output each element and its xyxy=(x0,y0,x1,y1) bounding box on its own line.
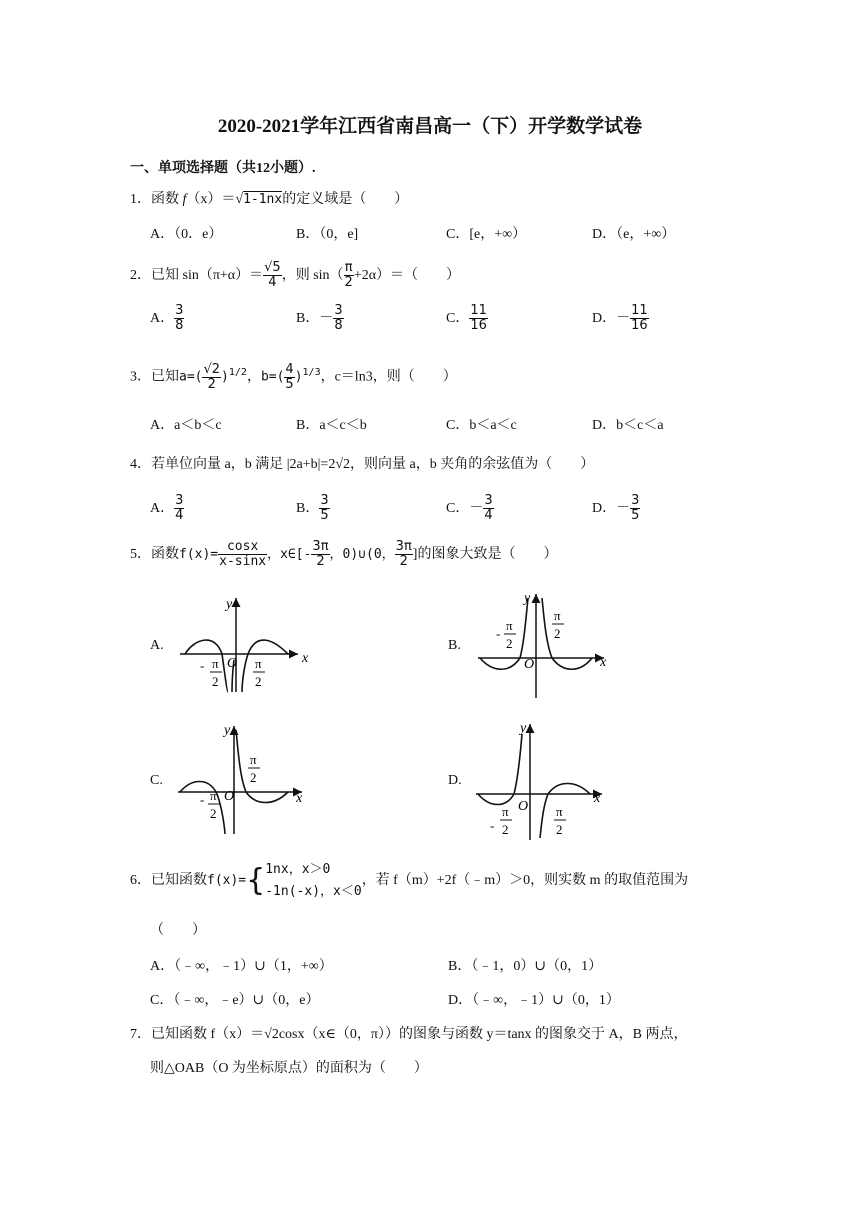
q1-option-b[interactable]: B．（0，e] xyxy=(296,227,359,242)
two-label: 2 xyxy=(210,806,217,821)
q3-b-exponent: 1/3 xyxy=(302,367,321,378)
denominator: 5 xyxy=(320,508,329,524)
question-6 xyxy=(130,858,688,904)
q5-stem: 函数 xyxy=(151,547,179,562)
question-1: 1．函数 f（x）＝√1-1nx的定义域是（ ） xyxy=(130,192,409,207)
denominator: 2 xyxy=(344,275,353,291)
x-label: x xyxy=(302,651,309,666)
q3-a-frac xyxy=(202,363,221,392)
q6-option-c[interactable]: C．（﹣∞，﹣e）∪（0，e） xyxy=(150,993,320,1008)
pi-label: π xyxy=(210,788,217,803)
q5-domain-frac-2 xyxy=(395,540,413,569)
numerator: 3 xyxy=(334,303,343,319)
brace-icon: { xyxy=(246,862,266,898)
option-frac xyxy=(469,304,488,333)
q1-option-c[interactable]: C．[e，+∞） xyxy=(446,227,527,242)
q5-frac xyxy=(218,540,267,569)
option-label: D．－ xyxy=(592,501,631,516)
option-label: C．－ xyxy=(446,501,484,516)
q2-stem-mid: ，则 sin（ xyxy=(281,268,344,283)
q5-number: 5． xyxy=(130,547,151,562)
option-frac xyxy=(174,304,184,333)
section-heading: 一、单项选择题（共12小题）. xyxy=(130,161,316,176)
q6-option-d[interactable]: D．（﹣∞，﹣1）∪（0，1） xyxy=(448,993,620,1008)
question-5 xyxy=(130,535,557,575)
q1-stem-end: 的定义域是（ ） xyxy=(282,192,409,207)
origin-label: O xyxy=(524,657,535,672)
q3-a-exponent: 1/2 xyxy=(228,367,247,378)
two-label: 2 xyxy=(255,674,262,689)
denominator: 4 xyxy=(175,508,184,524)
denominator: 8 xyxy=(334,318,343,334)
graph-a[interactable] xyxy=(170,588,320,694)
graph-c[interactable] xyxy=(170,720,320,836)
q5-option-a[interactable]: A. xyxy=(150,638,164,653)
denominator: 5 xyxy=(631,508,640,524)
q3-option-d[interactable]: D．b＜c＜a xyxy=(592,418,664,433)
numerator: 3 xyxy=(631,493,640,509)
q1-option-d[interactable]: D．（e，+∞） xyxy=(592,227,676,242)
origin-label: O xyxy=(224,789,235,804)
numerator: 3 xyxy=(175,303,184,319)
neg-sign: - xyxy=(490,818,495,833)
denominator: 4 xyxy=(484,508,493,524)
option-frac xyxy=(319,494,329,523)
denominator: 2 xyxy=(399,554,408,570)
q5-stem-end: ]的图象大致是（ ） xyxy=(412,547,558,562)
q2-number: 2． xyxy=(130,268,151,283)
two-label: 2 xyxy=(250,770,257,785)
q5-option-b[interactable]: B. xyxy=(448,638,461,653)
denominator: 8 xyxy=(175,318,184,334)
q1-option-a[interactable]: A．（0．e） xyxy=(150,227,223,242)
graph-b[interactable] xyxy=(468,588,618,700)
numerator: 4 xyxy=(285,361,294,377)
numerator: 3 xyxy=(175,493,184,509)
q2-frac-2 xyxy=(344,261,354,290)
q5-domain-frac-1 xyxy=(311,540,329,569)
q2-stem-end: +2α）＝（ ） xyxy=(353,268,461,283)
q4-stem: 若单位向量 a，b 满足 |2a+b|=2√2，则向量 a，b 夹角的余弦值为（ ） xyxy=(151,457,595,472)
two-label: 2 xyxy=(506,636,513,651)
q3-stem: 已知 xyxy=(151,369,179,385)
q6-stem: 已知函数 xyxy=(151,873,207,888)
q2-option-c[interactable] xyxy=(446,301,488,337)
option-label: B． xyxy=(296,501,320,516)
x-label: x xyxy=(296,791,303,806)
page-title: 2020-2021学年江西省南昌高一（下）开学数学试卷 xyxy=(217,116,643,137)
q4-option-b[interactable] xyxy=(296,491,330,527)
q4-option-c[interactable] xyxy=(446,491,494,527)
q7-stem-line2: 则△OAB（O 为坐标原点）的面积为（ ） xyxy=(150,1061,428,1076)
pi-label: π xyxy=(502,804,509,819)
numerator: √5 xyxy=(264,260,281,276)
two-label: 2 xyxy=(212,674,219,689)
graph-d[interactable] xyxy=(468,718,618,844)
pi-label: π xyxy=(250,752,257,767)
pi-label: π xyxy=(255,656,262,671)
numerator: 3 xyxy=(320,493,329,509)
denominator: 2 xyxy=(316,554,325,570)
x-label: x xyxy=(594,791,601,806)
q6-fx: f(x)= xyxy=(207,873,247,888)
option-label: C． xyxy=(446,311,470,326)
q3-option-b[interactable]: B．a＜c＜b xyxy=(296,418,367,433)
denominator: x-sinx xyxy=(219,554,267,570)
numerator: 11 xyxy=(470,303,487,319)
y-label: y xyxy=(224,723,231,738)
option-frac xyxy=(630,494,640,523)
q5-domain: ，x∈[- xyxy=(267,547,312,562)
question-4 xyxy=(130,456,594,474)
q6-option-a[interactable]: A．（﹣∞，﹣1）∪（1，+∞） xyxy=(150,959,333,974)
q5-domain-mid: ，0)∪(0， xyxy=(329,547,395,562)
option-label: B．－ xyxy=(296,311,334,326)
pi-label: π xyxy=(554,608,561,623)
q4-option-d[interactable] xyxy=(592,491,640,527)
q1-radicand: 1-1nx xyxy=(243,192,283,207)
question-7 xyxy=(130,1026,688,1044)
numerator: 11 xyxy=(631,303,648,319)
denominator: 4 xyxy=(268,275,277,291)
option-label: D．－ xyxy=(592,311,631,326)
numerator: √2 xyxy=(203,361,221,377)
y-label: y xyxy=(520,721,527,736)
y-label: y xyxy=(524,591,531,606)
option-frac xyxy=(333,304,343,333)
denominator: 16 xyxy=(631,318,648,334)
option-frac xyxy=(174,494,184,523)
case-2: -1n(-x)，x＜0 xyxy=(265,883,362,899)
q6-stem-end: ，若 f（m）+2f（﹣m）＞0，则实数 m 的取值范围为 xyxy=(361,873,689,888)
denominator: 16 xyxy=(470,318,487,334)
curve-right xyxy=(540,784,590,839)
q6-cases xyxy=(265,859,361,903)
q6-option-b[interactable]: B．（﹣1，0）∪（0，1） xyxy=(448,959,603,974)
q3-a-expr: a=( xyxy=(179,369,203,385)
q2-option-a[interactable] xyxy=(150,301,184,337)
q3-number: 3． xyxy=(130,369,151,385)
q2-stem: 已知 sin（π+α）＝ xyxy=(151,268,264,283)
two-label: 2 xyxy=(556,822,563,837)
q3-option-c[interactable]: C．b＜a＜c xyxy=(446,418,517,433)
numerator: 3π xyxy=(395,539,412,555)
q7-stem-line1: 已知函数 f（x）＝√2cosx（x∈（0，π））的图象与函数 y＝tanx 的图象交于 A，B 两点， xyxy=(151,1027,688,1042)
neg-sign: - xyxy=(496,626,501,641)
numerator: cosx xyxy=(218,540,267,555)
origin-label: O xyxy=(518,799,529,814)
pi-label: π xyxy=(556,804,563,819)
y-label: y xyxy=(226,597,233,612)
q5-option-c[interactable]: C. xyxy=(150,773,163,788)
option-frac xyxy=(483,494,493,523)
q2-option-b[interactable] xyxy=(296,301,344,337)
question-3: 3．已知a=( $\frac{√2}{2}$ )$^{1/2}$，b=( $\frac{4}{5}$ )$^{1/3}$，c＝ln3，则（ ） xyxy=(130,361,457,392)
q4-option-a[interactable] xyxy=(150,491,184,527)
option-frac xyxy=(630,304,649,333)
pi-label: π xyxy=(506,618,513,633)
denominator: 5 xyxy=(285,376,294,392)
q1-number: 1． xyxy=(130,192,151,207)
q2-frac-1 xyxy=(263,261,282,290)
neg-sign: - xyxy=(200,658,205,673)
q6-number: 6． xyxy=(130,873,151,888)
numerator: 3 xyxy=(484,493,493,509)
q3-b-frac xyxy=(284,363,294,392)
q1-stem: 函数 xyxy=(151,192,179,207)
numerator: 3π xyxy=(312,539,329,555)
pi-label: π xyxy=(212,656,219,671)
q1-fx: （x）＝ xyxy=(186,192,236,207)
option-label: A． xyxy=(150,501,175,516)
q2-option-d[interactable] xyxy=(592,301,649,337)
curve-left xyxy=(180,782,225,835)
question-2 xyxy=(130,256,460,296)
q5-fx: f(x)= xyxy=(179,547,219,562)
q3-stem-end: ，c＝ln3，则（ ） xyxy=(320,369,457,385)
numerator: π xyxy=(344,260,353,276)
q4-number: 4． xyxy=(130,457,151,472)
q5-option-d[interactable]: D. xyxy=(448,773,462,788)
curve-right xyxy=(242,640,288,692)
case-1: 1nx，x＞0 xyxy=(265,861,331,877)
x-label: x xyxy=(600,655,607,670)
denominator: 2 xyxy=(207,376,216,392)
q7-number: 7． xyxy=(130,1027,151,1042)
q3-option-a[interactable]: A．a＜b＜c xyxy=(150,418,222,433)
origin-label: O xyxy=(227,656,238,671)
q3-b-expr: b=( xyxy=(260,369,285,385)
q6-paren: （ ） xyxy=(150,923,206,938)
neg-sign: - xyxy=(200,792,205,807)
option-label: A． xyxy=(150,311,175,326)
two-label: 2 xyxy=(502,822,509,837)
two-label: 2 xyxy=(554,626,561,641)
